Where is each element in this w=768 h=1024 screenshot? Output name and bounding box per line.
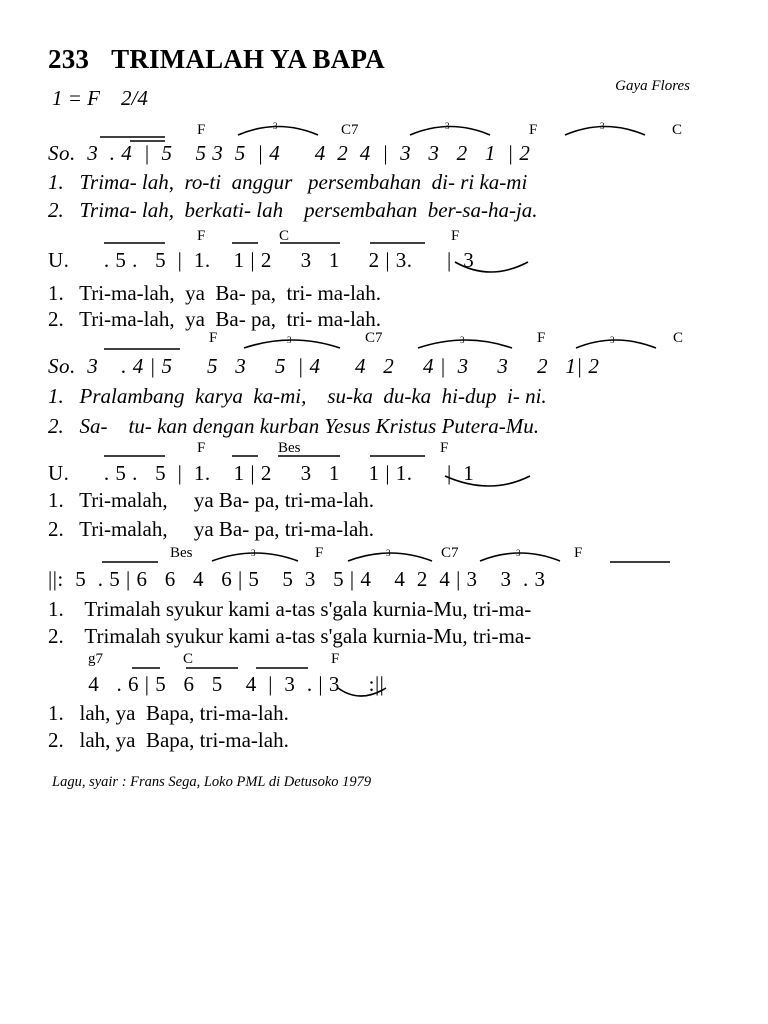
chord-symbol: F <box>315 545 324 561</box>
chord-symbol: Bes <box>170 545 193 561</box>
chord-symbol: C7 <box>365 330 383 346</box>
chord-symbol: F <box>451 228 460 244</box>
song-title: TRIMALAH YA BAPA <box>111 44 385 74</box>
composer-credit: Gaya Flores <box>615 78 690 94</box>
chord-symbol: C <box>672 122 683 138</box>
lyric-line: 1. Pralambang karya ka-mi, su-ka du-ka hi-dup i- ni. <box>48 384 547 408</box>
lyric-line: 1. Tri-malah, ya Ba- pa, tri-ma-lah. <box>48 488 375 512</box>
chord-symbol: F <box>529 122 538 138</box>
chord-symbol: F <box>440 440 449 456</box>
triplet-arc <box>576 340 656 348</box>
triplet-arc <box>244 340 340 348</box>
lyric-line: 2. Trima- lah, berkati- lah persembahan ber-sa-ha-ja. <box>48 198 538 222</box>
song-number: 233 <box>48 44 90 74</box>
song-heading <box>48 44 385 75</box>
lyric-line: 2. Tri-malah, ya Ba- pa, tri-ma-lah. <box>48 517 375 541</box>
lyric-line: 2. Tri-ma-lah, ya Ba- pa, tri- ma-lah. <box>48 307 382 331</box>
notation-line: So. 3 . 4 | 5 5 3 5 | 4 4 2 4 | 3 3 2 1 | 2 <box>48 141 531 165</box>
chord-symbol: C <box>279 228 290 244</box>
triplet-number: 3 <box>287 335 292 345</box>
triplet-number: 3 <box>273 121 278 131</box>
lyric-line: 2. lah, ya Bapa, tri-ma-lah. <box>48 728 289 752</box>
lyric-line: 2. Sa- tu- kan dengan kurban Yesus Kristus Putera-Mu. <box>48 414 539 438</box>
triplet-arc <box>212 553 298 561</box>
triplet-arc <box>418 340 512 348</box>
triplet-arc <box>238 127 318 136</box>
triplet-number: 3 <box>516 548 521 558</box>
chord-symbol: C7 <box>341 122 359 138</box>
triplet-arc <box>410 127 490 136</box>
triplet-arc <box>480 553 560 561</box>
lyric-line: 1. lah, ya Bapa, tri-ma-lah. <box>48 701 289 725</box>
chord-symbol: g7 <box>88 651 103 667</box>
notation-line: ||: 5 . 5 | 6 6 4 6 | 5 5 3 5 | 4 4 2 4 | 3 3 . 3 <box>48 567 546 591</box>
triplet-number: 3 <box>386 548 391 558</box>
triplet-arc <box>348 553 432 561</box>
chord-symbol: F <box>574 545 583 561</box>
chord-symbol: F <box>537 330 546 346</box>
lyric-line: 2. Trimalah syukur kami a-tas s'gala kurnia-Mu, tri-ma- <box>48 624 532 648</box>
song-credits: Lagu, syair : Frans Sega, Loko PML di Detusoko 1979 <box>52 774 372 790</box>
triplet-number: 3 <box>251 548 256 558</box>
key-value: 1 = F <box>52 86 100 110</box>
notation-line: 4 . 6 | 5 6 5 4 | 3 . | 3 :|| <box>48 672 385 696</box>
lyric-line: 1. Trima- lah, ro-ti anggur persembahan di- ri ka-mi <box>48 170 528 194</box>
chord-symbol: Bes <box>278 440 301 456</box>
triplet-number: 3 <box>600 121 605 131</box>
chord-symbol: C7 <box>441 545 459 561</box>
triplet-number: 3 <box>460 335 465 345</box>
chord-symbol: C <box>183 651 194 667</box>
chord-symbol: F <box>209 330 218 346</box>
chord-symbol: C <box>673 330 684 346</box>
time-signature: 2/4 <box>121 86 148 110</box>
chord-symbol: F <box>197 440 206 456</box>
chord-symbol: F <box>197 122 206 138</box>
triplet-arc <box>565 127 645 136</box>
notation-line: So. 3 . 4 | 5 5 3 5 | 4 4 2 4 | 3 3 2 1| 2 <box>48 354 600 378</box>
lyric-line: 1. Trimalah syukur kami a-tas s'gala kurnia-Mu, tri-ma- <box>48 597 532 621</box>
lyric-line: 1. Tri-ma-lah, ya Ba- pa, tri- ma-lah. <box>48 281 382 305</box>
triplet-number: 3 <box>610 335 615 345</box>
chord-symbol: F <box>197 228 206 244</box>
triplet-number: 3 <box>445 121 450 131</box>
chord-symbol: F <box>331 651 340 667</box>
notation-line: U. . 5 . 5 | 1. 1 | 2 3 1 1 | 1. | 1 <box>48 461 475 485</box>
notation-line: U. . 5 . 5 | 1. 1 | 2 3 1 2 | 3. | 3 <box>48 248 475 272</box>
key-signature <box>52 86 148 111</box>
